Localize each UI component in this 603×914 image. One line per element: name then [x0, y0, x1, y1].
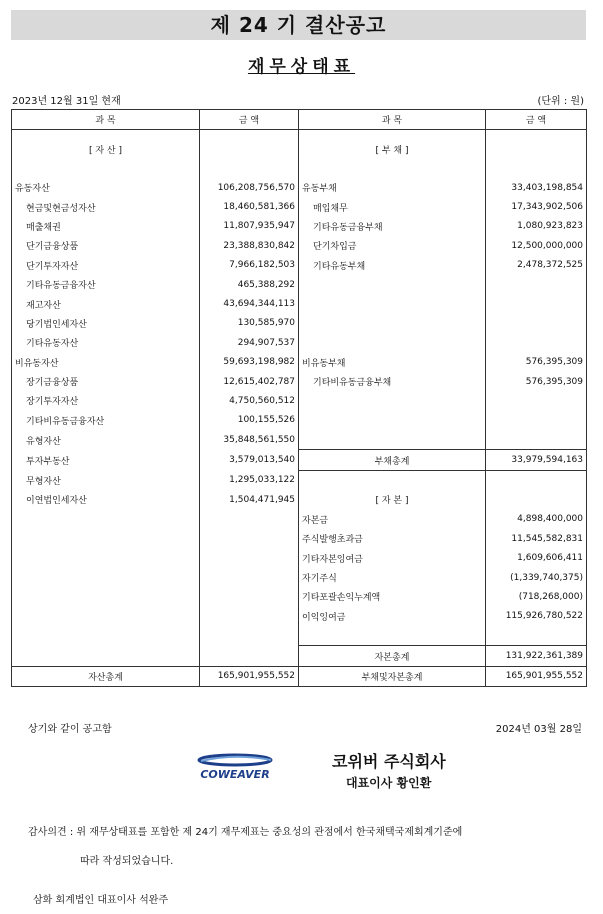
- asset-item-label: 장기투자자산: [12, 391, 200, 410]
- assets-total-label: 자산총계: [12, 666, 200, 686]
- notice-text: 상기와 같이 공고함: [28, 724, 112, 735]
- liability-item-amount: 576,395,309: [486, 372, 587, 391]
- table-row: [12, 450, 587, 470]
- table-row: [12, 490, 587, 509]
- liability-item-amount: [486, 333, 587, 352]
- equity-item-amount: (718,268,000): [486, 587, 587, 606]
- liability-item-label: 유동부채: [299, 178, 486, 197]
- liability-item-label: 기타유동금융부채: [299, 217, 486, 236]
- asset-item-amount: 465,388,292: [200, 275, 299, 294]
- col-header-amount: 금 액: [486, 110, 587, 130]
- asset-item-amount: 106,208,756,570: [200, 178, 299, 197]
- balance-sheet-table: [11, 109, 587, 687]
- equity-category: [ 자 본 ]: [299, 490, 486, 509]
- equity-item-amount: 1,609,606,411: [486, 548, 587, 567]
- asset-item-label: 무형자산: [12, 470, 200, 490]
- table-row: [12, 314, 587, 333]
- table-row: [12, 587, 587, 606]
- auditor-name: 삼화 회계법인 대표이사 석완주: [33, 895, 169, 906]
- table-row: [12, 275, 587, 294]
- asset-item-amount: 4,750,560,512: [200, 391, 299, 410]
- liability-item-label: [299, 294, 486, 313]
- asset-item-amount: 18,460,581,366: [200, 197, 299, 216]
- table-row: [12, 333, 587, 352]
- asset-item-label: 당기법인세자산: [12, 314, 200, 333]
- grand-total-row: [12, 666, 587, 686]
- asset-item-amount: 1,504,471,945: [200, 490, 299, 509]
- table-row: [12, 646, 587, 666]
- table-row: [12, 391, 587, 410]
- company-logo: [185, 752, 285, 782]
- asset-item-label: 매출채권: [12, 217, 200, 236]
- company-name: 코위버 주식회사: [332, 752, 446, 771]
- liability-item-label: [299, 275, 486, 294]
- asset-item-label: 재고자산: [12, 294, 200, 313]
- asset-item-amount: 1,295,033,122: [200, 470, 299, 490]
- grand-total-label: 부채및자본총계: [299, 666, 486, 686]
- asset-item-label: 유형자산: [12, 430, 200, 450]
- category-row: [12, 130, 587, 170]
- liability-item-amount: [486, 314, 587, 333]
- liabilities-category: [ 부 채 ]: [299, 130, 486, 170]
- liability-item-label: [299, 314, 486, 333]
- asset-item-amount: 59,693,198,982: [200, 353, 299, 372]
- asset-item-amount: 23,388,830,842: [200, 236, 299, 255]
- asset-item-amount: 100,155,526: [200, 411, 299, 430]
- table-row: [12, 430, 587, 450]
- asset-item-label: 이연법인세자산: [12, 490, 200, 509]
- equity-item-amount: 115,926,780,522: [486, 607, 587, 626]
- liability-item-amount: 1,080,923,823: [486, 217, 587, 236]
- liabilities-total-label: 부채총계: [299, 450, 486, 470]
- asset-item-label: 장기금융상품: [12, 372, 200, 391]
- notice-date: 2024년 03월 28일: [495, 724, 582, 735]
- asset-item-label: 유동자산: [12, 178, 200, 197]
- ceo-name: 대표이사 황인환: [346, 776, 432, 790]
- liability-item-label: 기타비유동금융부채: [299, 372, 486, 391]
- table-row: [12, 353, 587, 372]
- liability-item-amount: [486, 275, 587, 294]
- table-row: [12, 372, 587, 391]
- equity-item-label: 자기주식: [299, 568, 486, 587]
- table-row: [12, 529, 587, 548]
- liability-item-amount: [486, 294, 587, 313]
- asset-item-label: 투자부동산: [12, 450, 200, 470]
- table-row: [12, 510, 587, 529]
- equity-total-label: 자본총계: [299, 646, 486, 666]
- table-row: [12, 568, 587, 587]
- table-row: [12, 626, 587, 646]
- asset-item-amount: 294,907,537: [200, 333, 299, 352]
- unit-label: (단위 : 원): [537, 96, 584, 107]
- asset-item-label: 단기금융상품: [12, 236, 200, 255]
- announcement-title: 제 24 기 결산공고: [11, 10, 586, 40]
- asset-item-amount: 3,579,013,540: [200, 450, 299, 470]
- col-header-item: 과 목: [12, 110, 200, 130]
- liabilities-total-amount: 33,979,594,163: [486, 450, 587, 470]
- asset-item-label: 비유동자산: [12, 353, 200, 372]
- asset-item-label: 기타유동금융자산: [12, 275, 200, 294]
- liability-item-label: 기타유동부채: [299, 256, 486, 275]
- liability-item-amount: 17,343,902,506: [486, 197, 587, 216]
- asset-item-label: 기타비유동금융자산: [12, 411, 200, 430]
- asset-item-label: 단기투자자산: [12, 256, 200, 275]
- equity-item-label: 기타포괄손익누계액: [299, 587, 486, 606]
- audit-opinion-line2: 따라 작성되었습니다.: [80, 856, 174, 867]
- table-row: [12, 470, 587, 490]
- equity-total-amount: 131,922,361,389: [486, 646, 587, 666]
- liability-item-label: 단기차입금: [299, 236, 486, 255]
- liability-item-label: 비유동부채: [299, 353, 486, 372]
- asset-item-label: 기타유동자산: [12, 333, 200, 352]
- liability-item-amount: 12,500,000,000: [486, 236, 587, 255]
- table-row: [12, 548, 587, 567]
- col-header-item: 과 목: [299, 110, 486, 130]
- table-row: [12, 607, 587, 626]
- as-of-date: 2023년 12월 31일 현재: [12, 96, 121, 107]
- table-row: [12, 178, 587, 197]
- equity-item-label: 기타자본잉여금: [299, 548, 486, 567]
- table-row: [12, 411, 587, 430]
- asset-item-label: 현금및현금성자산: [12, 197, 200, 216]
- equity-item-amount: (1,339,740,375): [486, 568, 587, 587]
- table-row: [12, 217, 587, 236]
- table-row: [12, 197, 587, 216]
- asset-item-amount: 7,966,182,503: [200, 256, 299, 275]
- liability-item-amount: 2,478,372,525: [486, 256, 587, 275]
- grand-total-amount: 165,901,955,552: [486, 666, 587, 686]
- asset-item-amount: 35,848,561,550: [200, 430, 299, 450]
- statement-title: [0, 52, 603, 77]
- asset-item-amount: 130,585,970: [200, 314, 299, 333]
- asset-item-amount: 43,694,344,113: [200, 294, 299, 313]
- liability-item-label: 매입채무: [299, 197, 486, 216]
- logo-wordmark: COWEAVER: [200, 768, 270, 781]
- equity-item-label: 이익잉여금: [299, 607, 486, 626]
- logo-swoosh-icon: [185, 752, 285, 782]
- table-row: [12, 236, 587, 255]
- table-header-row: [12, 110, 587, 130]
- assets-total-amount: 165,901,955,552: [200, 666, 299, 686]
- equity-item-label: 주식발행초과금: [299, 529, 486, 548]
- table-row: [12, 294, 587, 313]
- asset-item-amount: 12,615,402,787: [200, 372, 299, 391]
- col-header-amount: 금 액: [200, 110, 299, 130]
- equity-item-amount: 11,545,582,831: [486, 529, 587, 548]
- assets-category: [ 자 산 ]: [12, 130, 200, 170]
- liability-item-amount: 33,403,198,854: [486, 178, 587, 197]
- asset-item-amount: 11,807,935,947: [200, 217, 299, 236]
- audit-opinion-line1: 감사의견 : 위 재무상태표를 포함한 제 24기 재무제표는 중요성의 관점에서 한국채택국제회계기준에: [28, 827, 463, 838]
- liability-item-label: [299, 333, 486, 352]
- table-row: [12, 256, 587, 275]
- liability-item-amount: 576,395,309: [486, 353, 587, 372]
- equity-item-label: 자본금: [299, 510, 486, 529]
- statement-title-text: 재무상태표: [247, 57, 356, 77]
- equity-item-amount: 4,898,400,000: [486, 510, 587, 529]
